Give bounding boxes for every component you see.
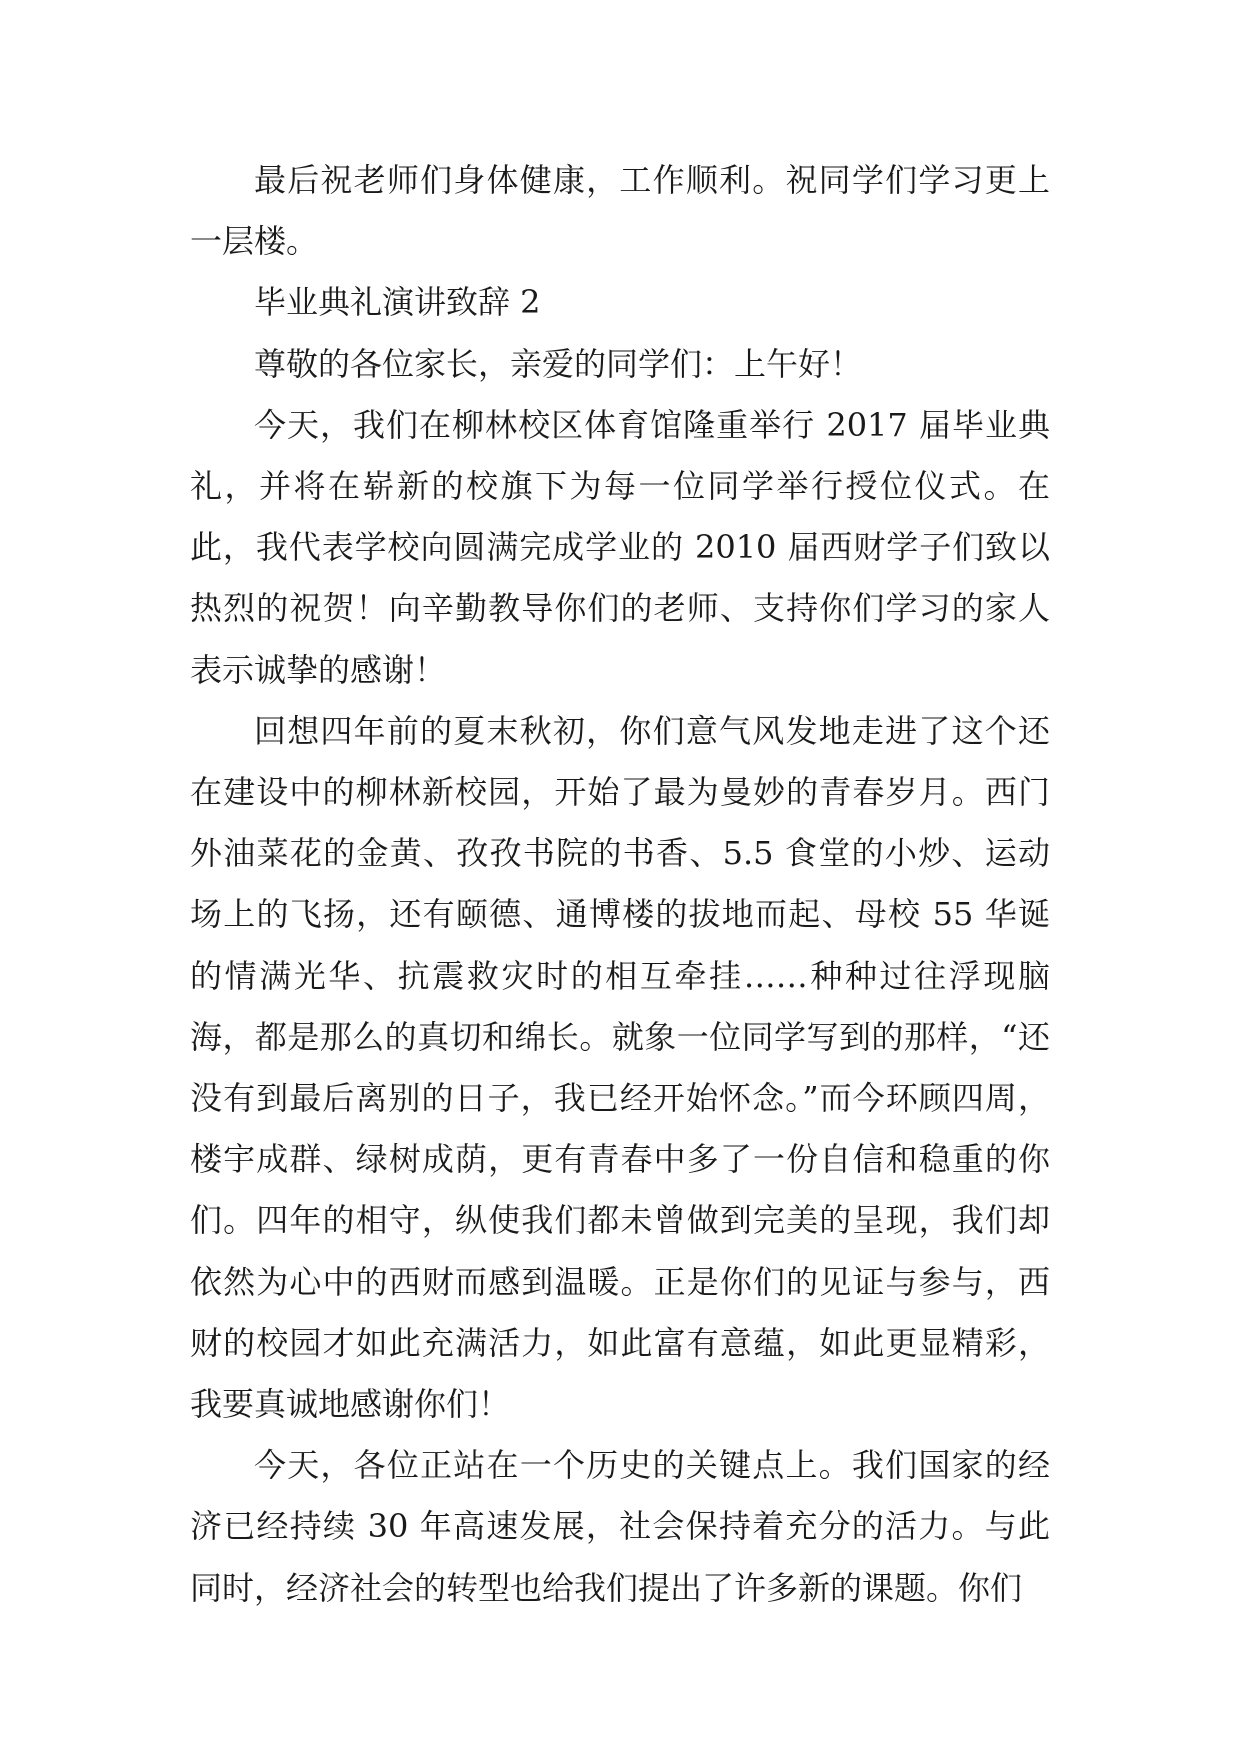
body-paragraph: 今天，各位正站在一个历史的关键点上。我们国家的经济已经持续 30 年高速发展，社会保持着充分的活力。与此同时，经济社会的转型也给我们提出了许多新的课题。你们 [190, 1446, 1050, 1607]
section-title: 毕业典礼演讲致辞 2 [254, 283, 541, 322]
body-paragraph: 回想四年前的夏末秋初，你们意气风发地走进了这个还在建设中的柳林新校园，开始了最为曼妙的青春岁月。西门外油菜花的金黄、孜孜书院的书香、5.5 食堂的小炒、运动场上的飞扬，还有颐德、通博楼的拔地而起、母校 55 华诞的情满光华、抗震救灾时的相互牵挂……种种过往浮现脑海，都是那么的真切和绵长。就象一位同学写到的那样，“还没有到最后离别的日子，我已经开始怀念。”而今环顾四周，楼宇成群、绿树成荫，更有青春中多了一份自信和稳重的你们。四年的相守，纵使我们都未曾做到完美的呈现，我们却依然为心中的西财而感到温暖。正是你们的见证与参与，西财的校园才如此充满活力，如此富有意蕴，如此更显精彩，我要真诚地感谢你们！ [190, 711, 1050, 1424]
salutation: 尊敬的各位家长，亲爱的同学们：上午好！ [254, 344, 863, 383]
document-body [190, 150, 1050, 1619]
body-paragraph: 今天，我们在柳林校区体育馆隆重举行 2017 届毕业典礼，并将在崭新的校旗下为每一位同学举行授位仪式。在此，我代表学校向圆满完成学业的 2010 届西财学子们致以热烈的祝贺！向辛勤教导你们的老师、支持你们学习的家人表示诚挚的感谢！ [190, 405, 1050, 689]
closing-paragraph: 最后祝老师们身体健康，工作顺利。祝同学们学习更上一层楼。 [190, 161, 1050, 261]
